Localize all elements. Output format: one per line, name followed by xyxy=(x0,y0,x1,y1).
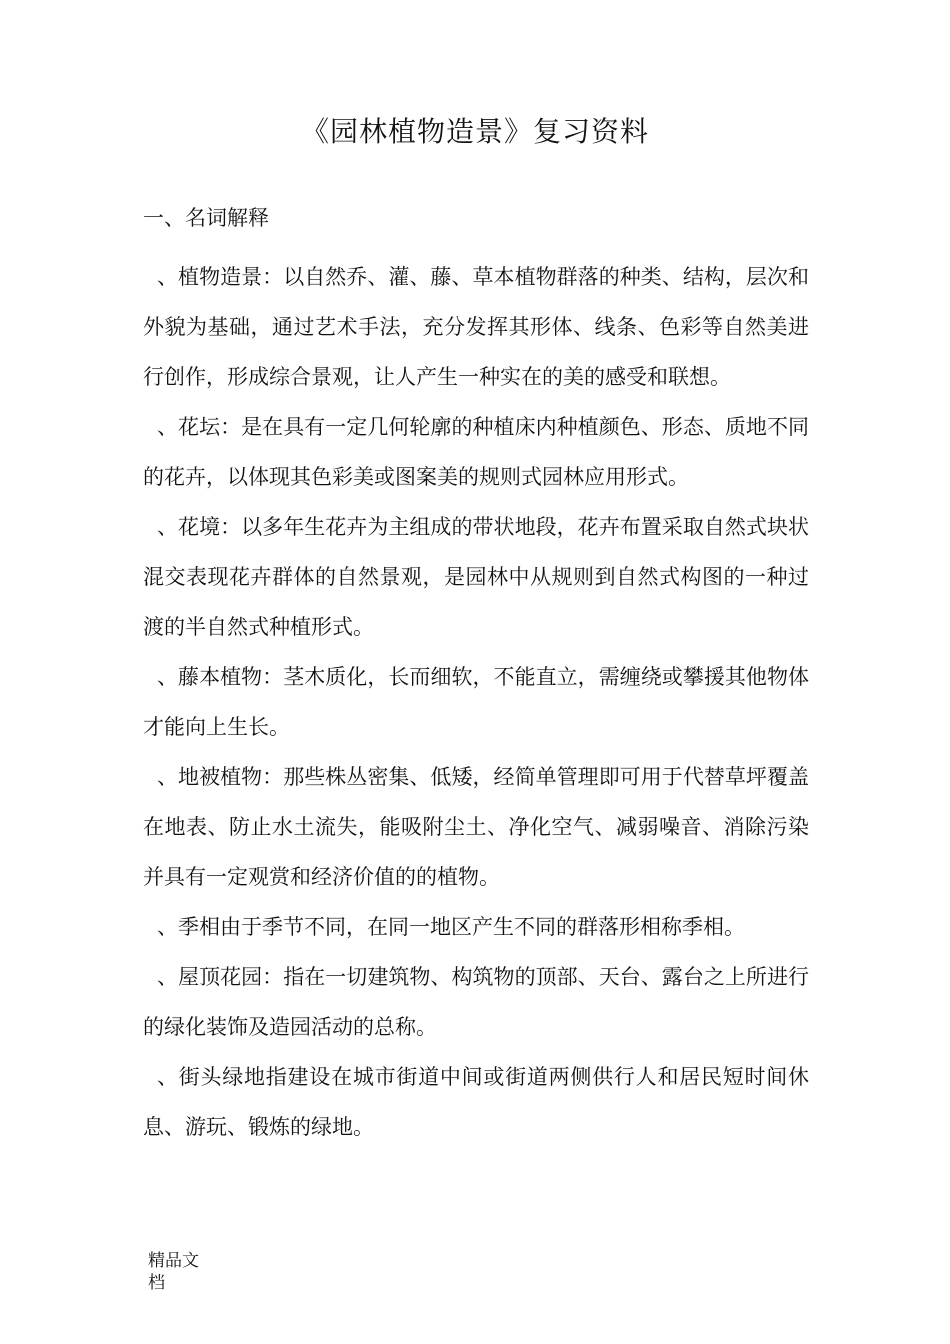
paragraph-ground-cover xyxy=(143,752,809,902)
paragraph-text: 、植物造景：以自然乔、灌、藤、草本植物群落的种类、结构，层次和外貌为基础，通过艺术手法，充分发挥其形体、线条、色彩等自然美进行创作，形成综合景观，让人产生一种实在的美的感受和联想。 xyxy=(143,265,809,389)
paragraph-text: 、地被植物：那些株丛密集、低矮，经简单管理即可用于代替草坪覆盖在地表、防止水土流失，能吸附尘土、净化空气、减弱噪音、消除污染并具有一定观赏和经济价值的的植物。 xyxy=(143,765,809,889)
document-title: 《园林植物造景》复习资料 xyxy=(300,115,649,148)
paragraph-text: 、藤本植物：茎木质化，长而细软，不能直立，需缠绕或攀援其他物体才能向上生长。 xyxy=(143,665,809,739)
section-heading: 一、名词解释 xyxy=(143,206,269,230)
paragraph-street-green xyxy=(143,1052,809,1152)
paragraph-text: 、花坛：是在具有一定几何轮廓的种植床内种植颜色、形态、质地不同的花卉，以体现其色彩美或图案美的规则式园林应用形式。 xyxy=(143,415,809,489)
paragraph-vine-plants xyxy=(143,652,809,752)
paragraph-text: 、街头绿地指建设在城市街道中间或街道两侧供行人和居民短时间休息、游玩、锻炼的绿地。 xyxy=(143,1065,809,1139)
paragraph-text: 、花境：以多年生花卉为主组成的带状地段，花卉布置采取自然式块状混交表现花卉群体的自然景观，是园林中从规则到自然式构图的一种过渡的半自然式种植形式。 xyxy=(143,515,809,639)
paragraph-flower-bed xyxy=(143,402,809,502)
paragraph-text: 、屋顶花园：指在一切建筑物、构筑物的顶部、天台、露台之上所进行的绿化装饰及造园活动的总称。 xyxy=(143,965,809,1039)
paragraph-plant-landscaping xyxy=(143,252,809,402)
document-body xyxy=(143,252,809,1152)
footer-watermark-text: 精品文档 xyxy=(148,1251,199,1293)
paragraph-seasonal-aspect xyxy=(143,902,809,952)
paragraph-roof-garden xyxy=(143,952,809,1052)
paragraph-flower-border xyxy=(143,502,809,652)
paragraph-text: 、季相由于季节不同，在同一地区产生不同的群落形相称季相。 xyxy=(157,915,745,939)
